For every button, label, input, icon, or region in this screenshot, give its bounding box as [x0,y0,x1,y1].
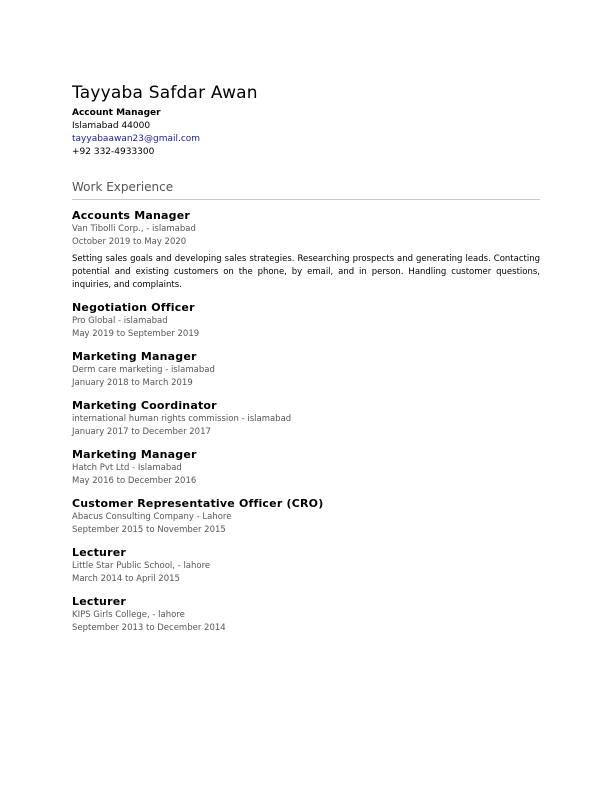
job-company: international human rights commission - islamabad [72,414,292,424]
job-title: Lecturer [72,595,126,608]
job-description: Setting sales goals and developing sales strategies. Researching prospects and generating leads. Contacting potential and existing customers on the phone, by email, and in person. Handling customer questions, inquiries, and complaints. [72,254,540,290]
job-dates: September 2013 to December 2014 [72,623,226,633]
job-title: Marketing Manager [72,448,197,461]
job-title: Accounts Manager [72,209,190,222]
job-company: Derm care marketing - islamabad [72,365,215,375]
work-experience-heading: Work Experience [72,180,540,200]
job-dates: January 2017 to December 2017 [72,427,211,437]
job-entry [72,350,540,390]
job-company: Abacus Consulting Company - Lahore [72,512,232,522]
job-title: Negotiation Officer [72,301,195,314]
job-entry [72,399,540,439]
job-title: Marketing Manager [72,350,197,363]
job-entry [72,209,540,292]
job-company: Hatch Pvt Ltd - Islamabad [72,463,182,473]
job-dates: September 2015 to November 2015 [72,525,226,535]
resume-page [72,82,540,635]
email-link[interactable]: tayyabaawan23@gmail.com [72,134,201,144]
job-title: Marketing Coordinator [72,399,217,412]
job-company: Van Tibolli Corp., - islamabad [72,224,196,234]
job-company: Little Star Public School, - lahore [72,561,211,571]
current-role: Account Manager [72,108,161,118]
job-title: Customer Representative Officer (CRO) [72,497,324,510]
job-dates: January 2018 to March 2019 [72,378,193,388]
job-company: KIPS Girls College, - lahore [72,610,185,620]
candidate-name: Tayyaba Safdar Awan [72,83,258,103]
job-dates: October 2019 to May 2020 [72,237,187,247]
job-company: Pro Global - islamabad [72,316,168,326]
job-entry [72,448,540,488]
job-title: Lecturer [72,546,126,559]
job-entry [72,595,540,635]
job-dates: May 2016 to December 2016 [72,476,197,486]
job-entry [72,301,540,341]
job-entry [72,546,540,586]
phone-number: +92 332-4933300 [72,147,155,157]
job-entry [72,497,540,537]
contact-block [72,107,540,159]
address: Islamabad 44000 [72,121,151,131]
job-dates: March 2014 to April 2015 [72,574,180,584]
job-dates: May 2019 to September 2019 [72,329,200,339]
